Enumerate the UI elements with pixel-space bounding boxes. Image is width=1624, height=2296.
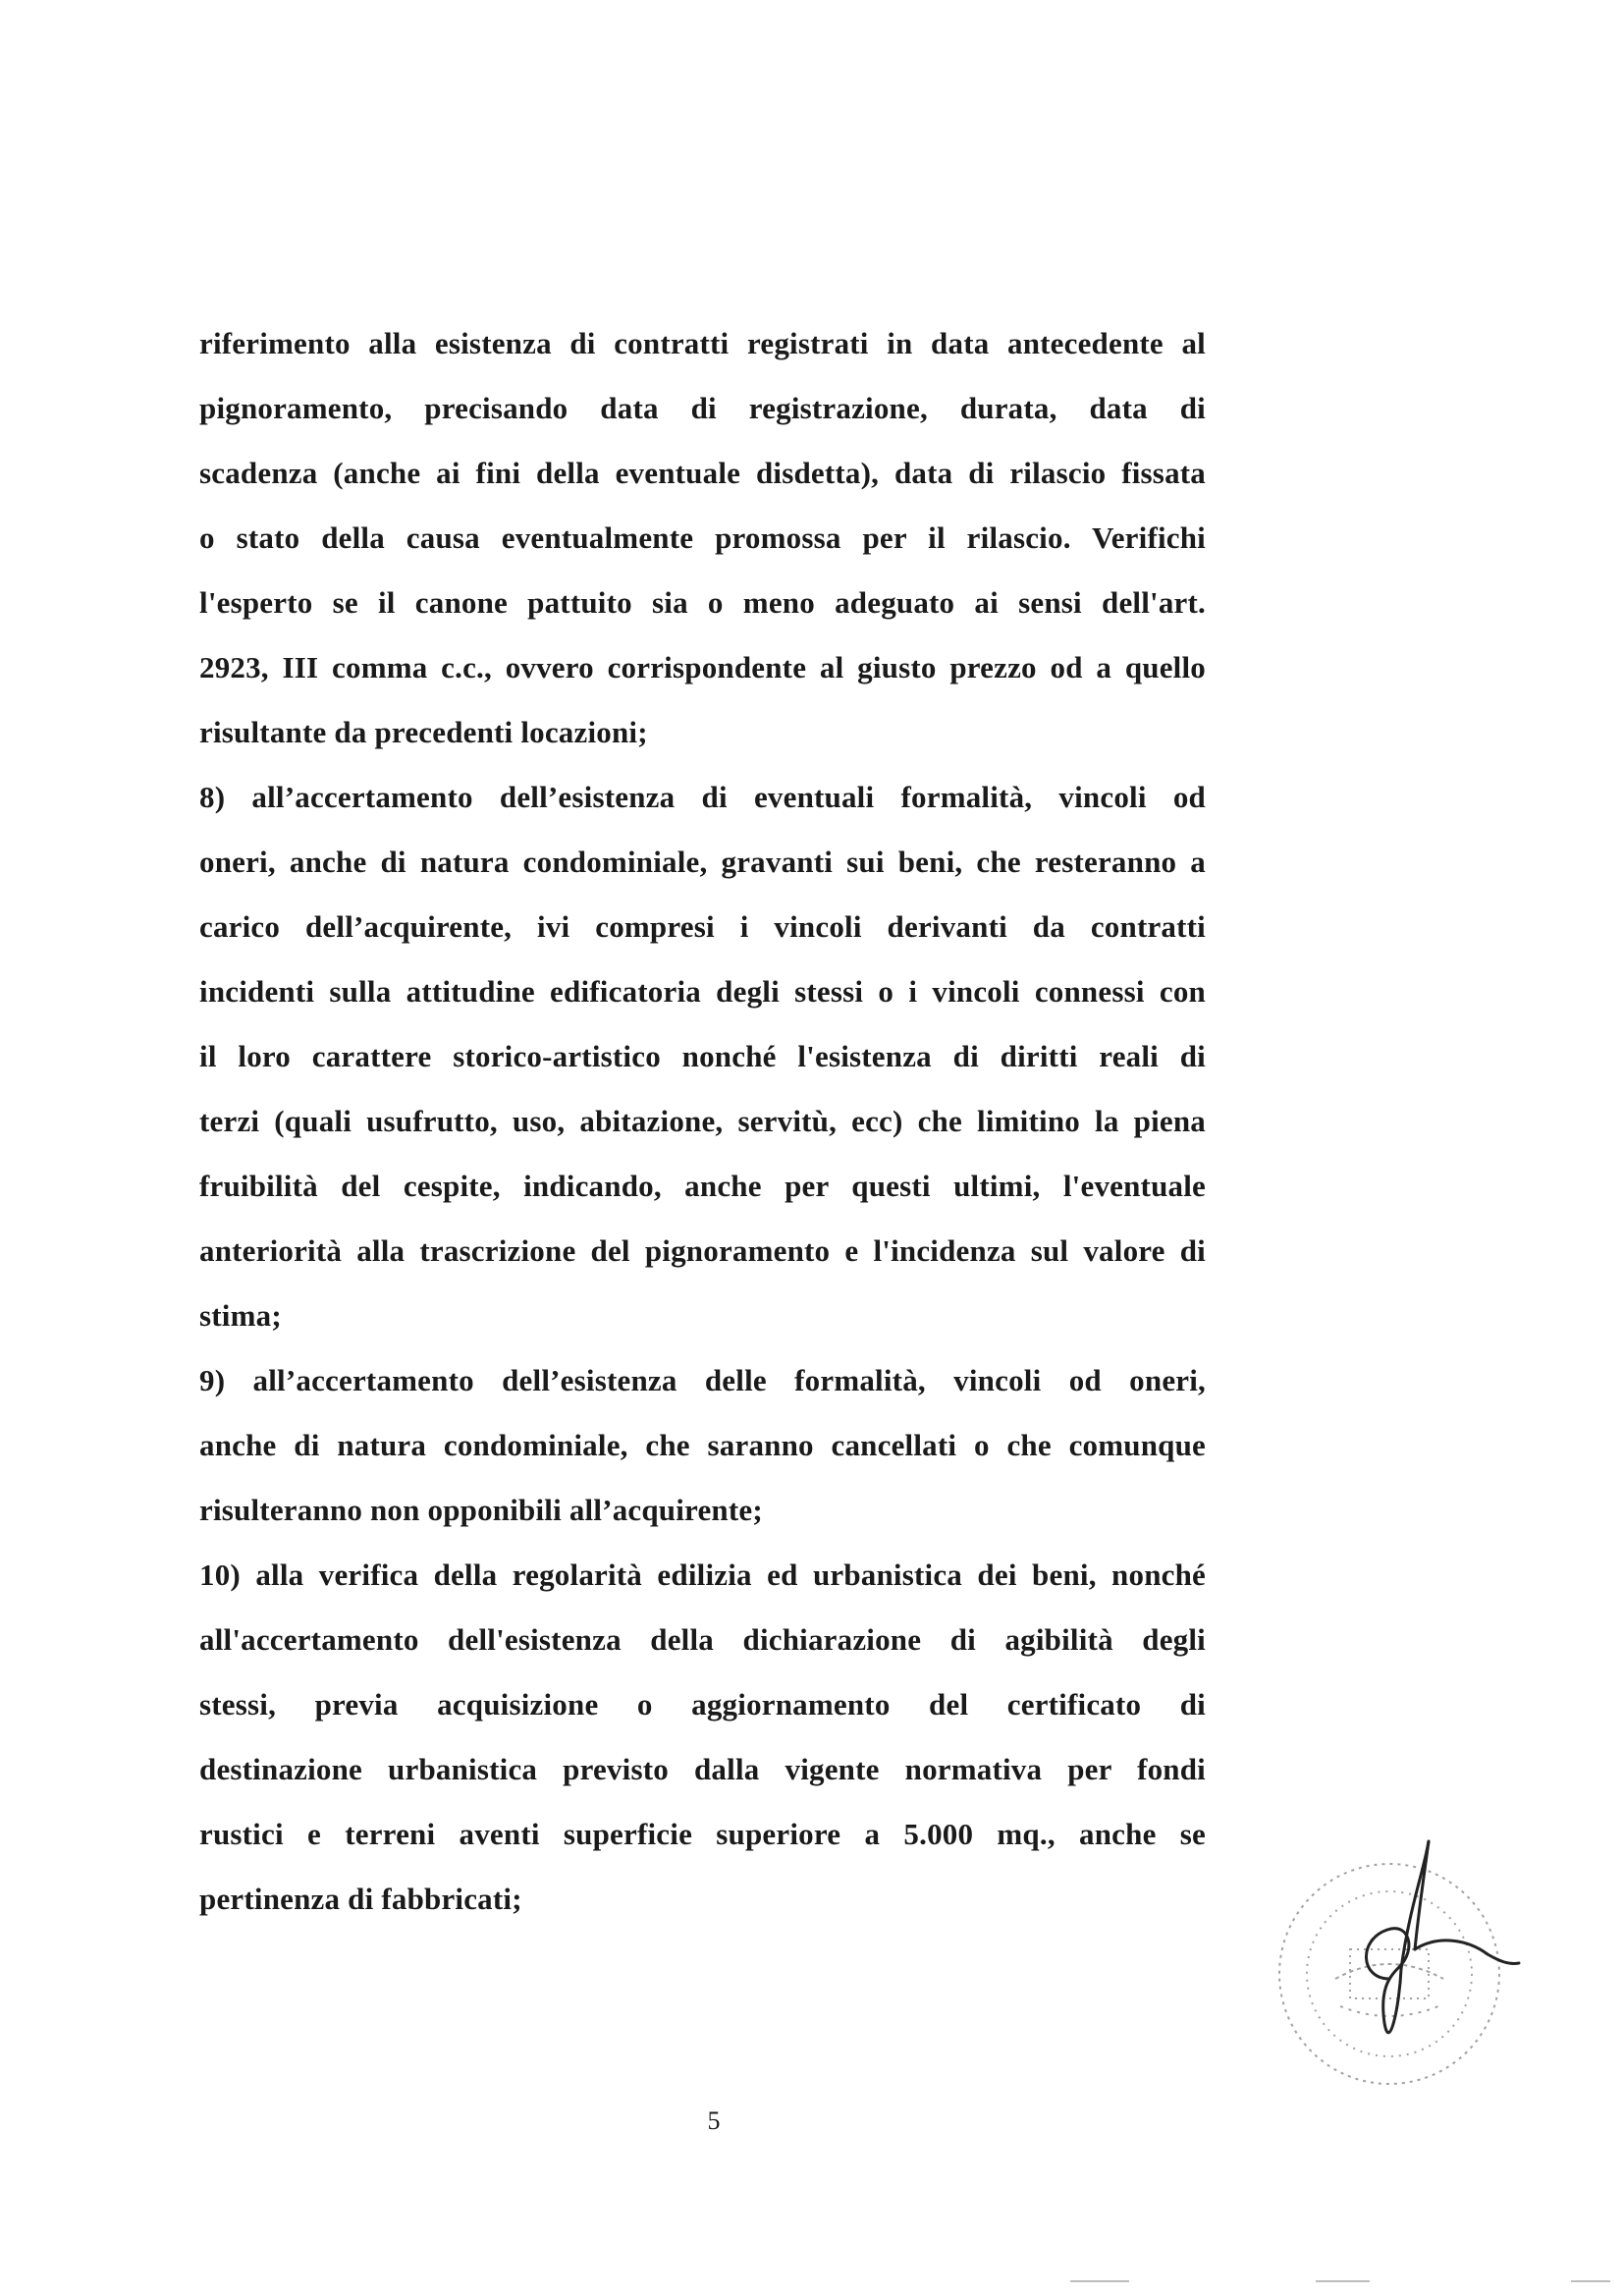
text-line: pignoramento, precisando data di registrazione, durata, data di (199, 391, 1206, 425)
text-line: pertinenza di fabbricati; (199, 1882, 522, 1916)
text-line: scadenza (anche ai fini della eventuale disdetta), data di rilascio fissata (199, 456, 1206, 490)
text-line: 9) all’accertamento dell’esistenza delle formalità, vincoli od oneri, (199, 1363, 1206, 1397)
text-line: risultante da precedenti locazioni; (199, 715, 648, 749)
text-line: all'accertamento dell'esistenza della dichiarazione di agibilità degli (199, 1622, 1206, 1657)
text-line: rustici e terreni aventi superficie superiore a 5.000 mq., anche se (199, 1817, 1206, 1851)
seal-stamp (1279, 1864, 1499, 2084)
text-line: destinazione urbanistica previsto dalla vigente normativa per fondi (199, 1752, 1206, 1786)
text-line: 10) alla verifica della regolarità edilizia ed urbanistica dei beni, nonché (199, 1558, 1206, 1592)
text-line: 2923, III comma c.c., ovvero corrispondente al giusto prezzo od a quello (199, 650, 1206, 684)
text-line: incidenti sulla attitudine edificatoria degli stessi o i vincoli connessi con (199, 974, 1206, 1009)
text-line: stima; (199, 1298, 282, 1333)
page-number: 5 (707, 2106, 721, 2135)
text-line: 8) all’accertamento dell’esistenza di eventuali formalità, vincoli od (199, 780, 1206, 814)
scan-artifact (1070, 2280, 1129, 2282)
text-line: carico dell’acquirente, ivi compresi i vincoli derivanti da contratti (199, 909, 1206, 944)
text-line: oneri, anche di natura condominiale, gravanti sui beni, che resteranno a (199, 845, 1206, 879)
scan-artifact (1571, 2280, 1610, 2282)
text-line: stessi, previa acquisizione o aggiornamento del certificato di (199, 1687, 1206, 1722)
text-line: l'esperto se il canone pattuito sia o meno adeguato ai sensi dell'art. (199, 585, 1206, 620)
text-line: o stato della causa eventualmente promossa per il rilascio. Verifichi (199, 520, 1206, 555)
signature (1366, 1841, 1519, 2033)
text-line: riferimento alla esistenza di contratti registrati in data antecedente al (199, 326, 1206, 360)
text-line: il loro carattere storico-artistico nonché l'esistenza di diritti reali di (199, 1039, 1206, 1073)
scan-artifact (1316, 2280, 1370, 2282)
text-line: anche di natura condominiale, che saranno cancellati o che comunque (199, 1428, 1206, 1462)
text-line: anteriorità alla trascrizione del pignoramento e l'incidenza sul valore di (199, 1233, 1206, 1268)
text-line: terzi (quali usufrutto, uso, abitazione, servitù, ecc) che limitino la piena (199, 1104, 1206, 1138)
text-line: risulteranno non opponibili all’acquirente; (199, 1493, 763, 1527)
text-line: fruibilità del cespite, indicando, anche per questi ultimi, l'eventuale (199, 1169, 1206, 1203)
seal-stamp-with-signature (1242, 1831, 1537, 2097)
